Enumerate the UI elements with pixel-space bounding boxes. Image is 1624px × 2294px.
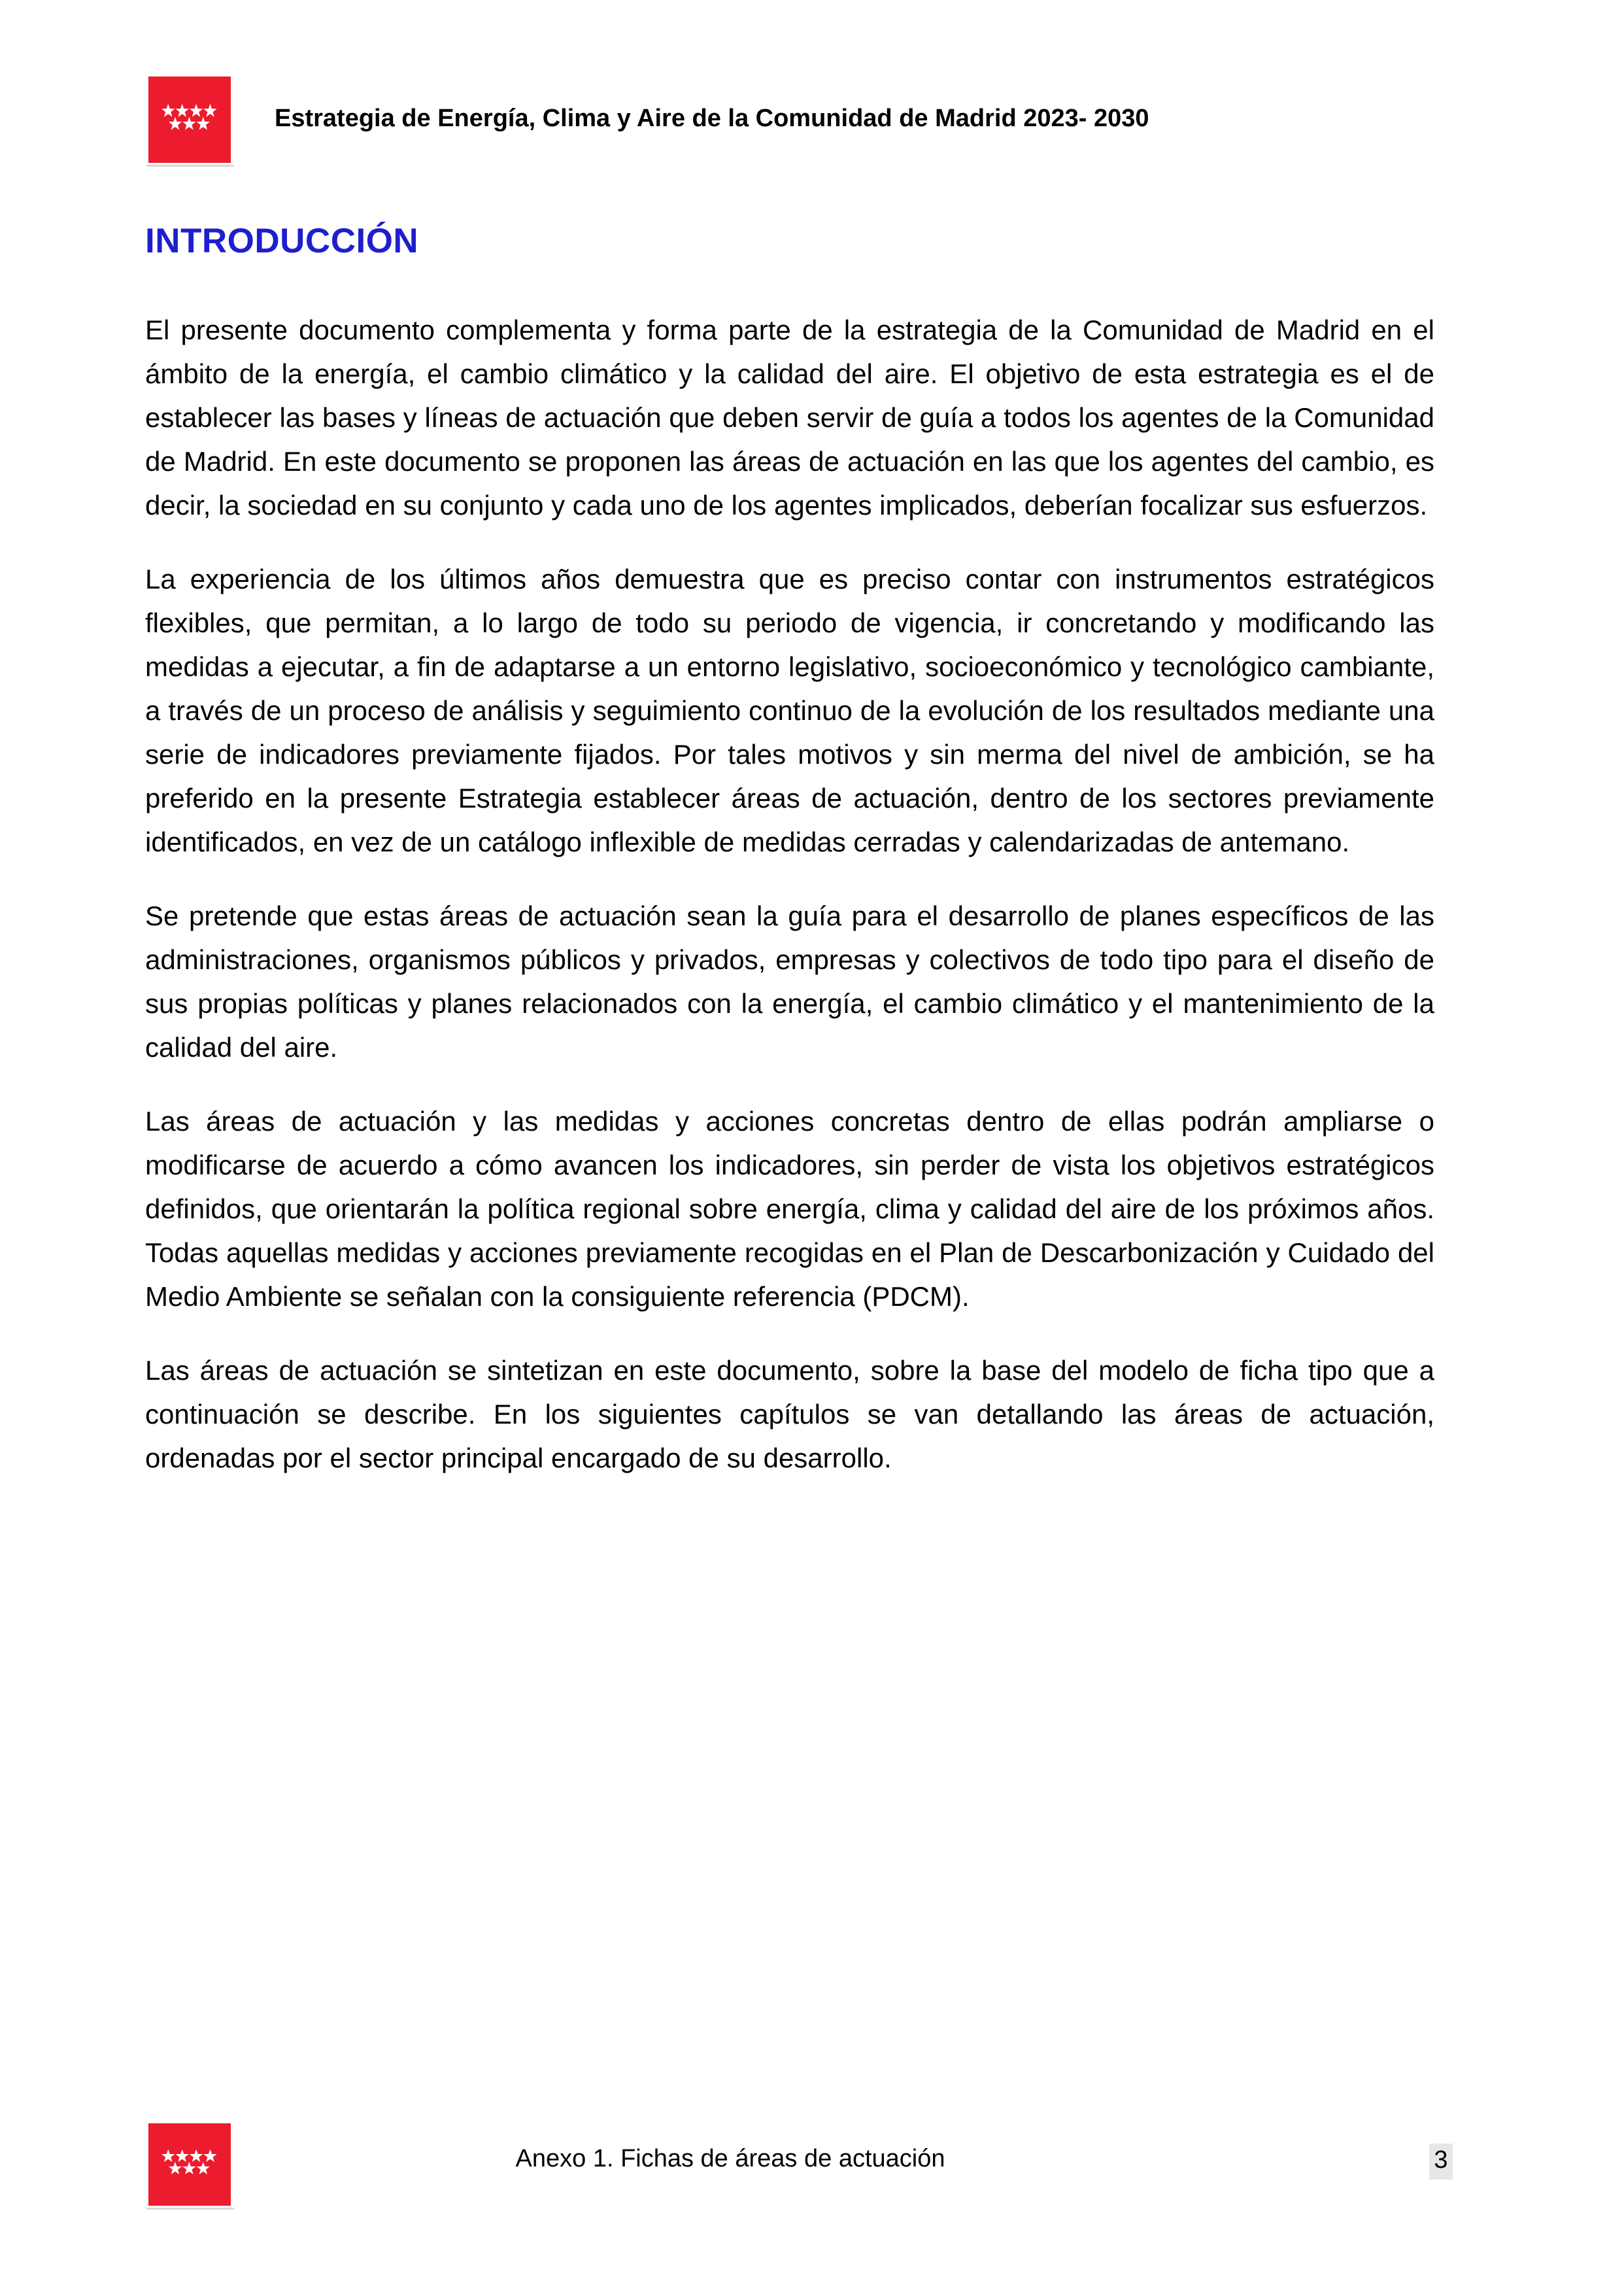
madrid-flag-logo [148, 77, 231, 163]
madrid-flag-icon [148, 77, 231, 163]
page-number: 3 [1429, 2144, 1453, 2180]
paragraph-4: Las áreas de actuación y las medidas y acciones concretas dentro de ellas podrán ampliarse o modificarse de acuerdo a cómo avancen los indicadores, sin perder de vista los objetivos estratégicos definidos, que orientarán la política regional sobre energía, clima y calidad del aire de los próximos años. Todas aquellas medidas y acciones previamente recogidas en el Plan de Descarbonización y Cuidado del Medio Ambiente se señalan con la consiguiente referencia (PDCM). [145, 1106, 1434, 1312]
page-header [0, 0, 1624, 170]
page-footer [0, 2119, 1624, 2250]
paragraph-3: Se pretende que estas áreas de actuación sean la guía para el desarrollo de planes específicos de las administraciones, organismos públicos y privados, empresas y colectivos de todo tipo para el diseño de sus propias políticas y planes relacionados con la energía, el cambio climático y el mantenimiento de la calidad del aire. [145, 900, 1434, 1063]
paragraph-1: El presente documento complementa y forma parte de la estrategia de la Comunidad de Madrid en el ámbito de la energía, el cambio climático y la calidad del aire. El objetivo de esta estrategia es el de establecer las bases y líneas de actuación que deben servir de guía a todos los agentes de la Comunidad de Madrid. En este documento se proponen las áreas de actuación en las que los agentes del cambio, es decir, la sociedad en su conjunto y cada uno de los agentes implicados, deberían focalizar sus esfuerzos. [145, 315, 1434, 521]
paragraph-5: Las áreas de actuación se sintetizan en este documento, sobre la base del modelo de ficha tipo que a continuación se describe. En los siguientes capítulos se van detallando las áreas de actuación, ordenadas por el sector principal encargado de su desarrollo. [145, 1355, 1434, 1473]
logo-underline [146, 2208, 234, 2210]
logo-underline [146, 165, 234, 167]
paragraph-2: La experiencia de los últimos años demuestra que es preciso contar con instrumentos estratégicos flexibles, que permitan, a lo largo de todo su periodo de vigencia, ir concretando y modificando las medidas a ejecutar, a fin de adaptarse a un entorno legislativo, socioeconómico y tecnológico cambiante, a través de un proceso de análisis y seguimiento continuo de la evolución de los resultados mediante una serie de indicadores previamente fijados. Por tales motivos y sin merma del nivel de ambición, se ha preferido en la presente Estrategia establecer áreas de actuación, dentro de los sectores previamente identificados, en vez de un catálogo inflexible de medidas cerradas y calendarizadas de antemano. [145, 564, 1434, 857]
footer-annex-title: Anexo 1. Fichas de áreas de actuación [515, 2145, 945, 2172]
document-body [145, 221, 1434, 1480]
header-title: Estrategia de Energía, Clima y Aire de la Comunidad de Madrid 2023- 2030 [275, 105, 1149, 132]
section-heading: INTRODUCCIÓN [145, 222, 419, 260]
